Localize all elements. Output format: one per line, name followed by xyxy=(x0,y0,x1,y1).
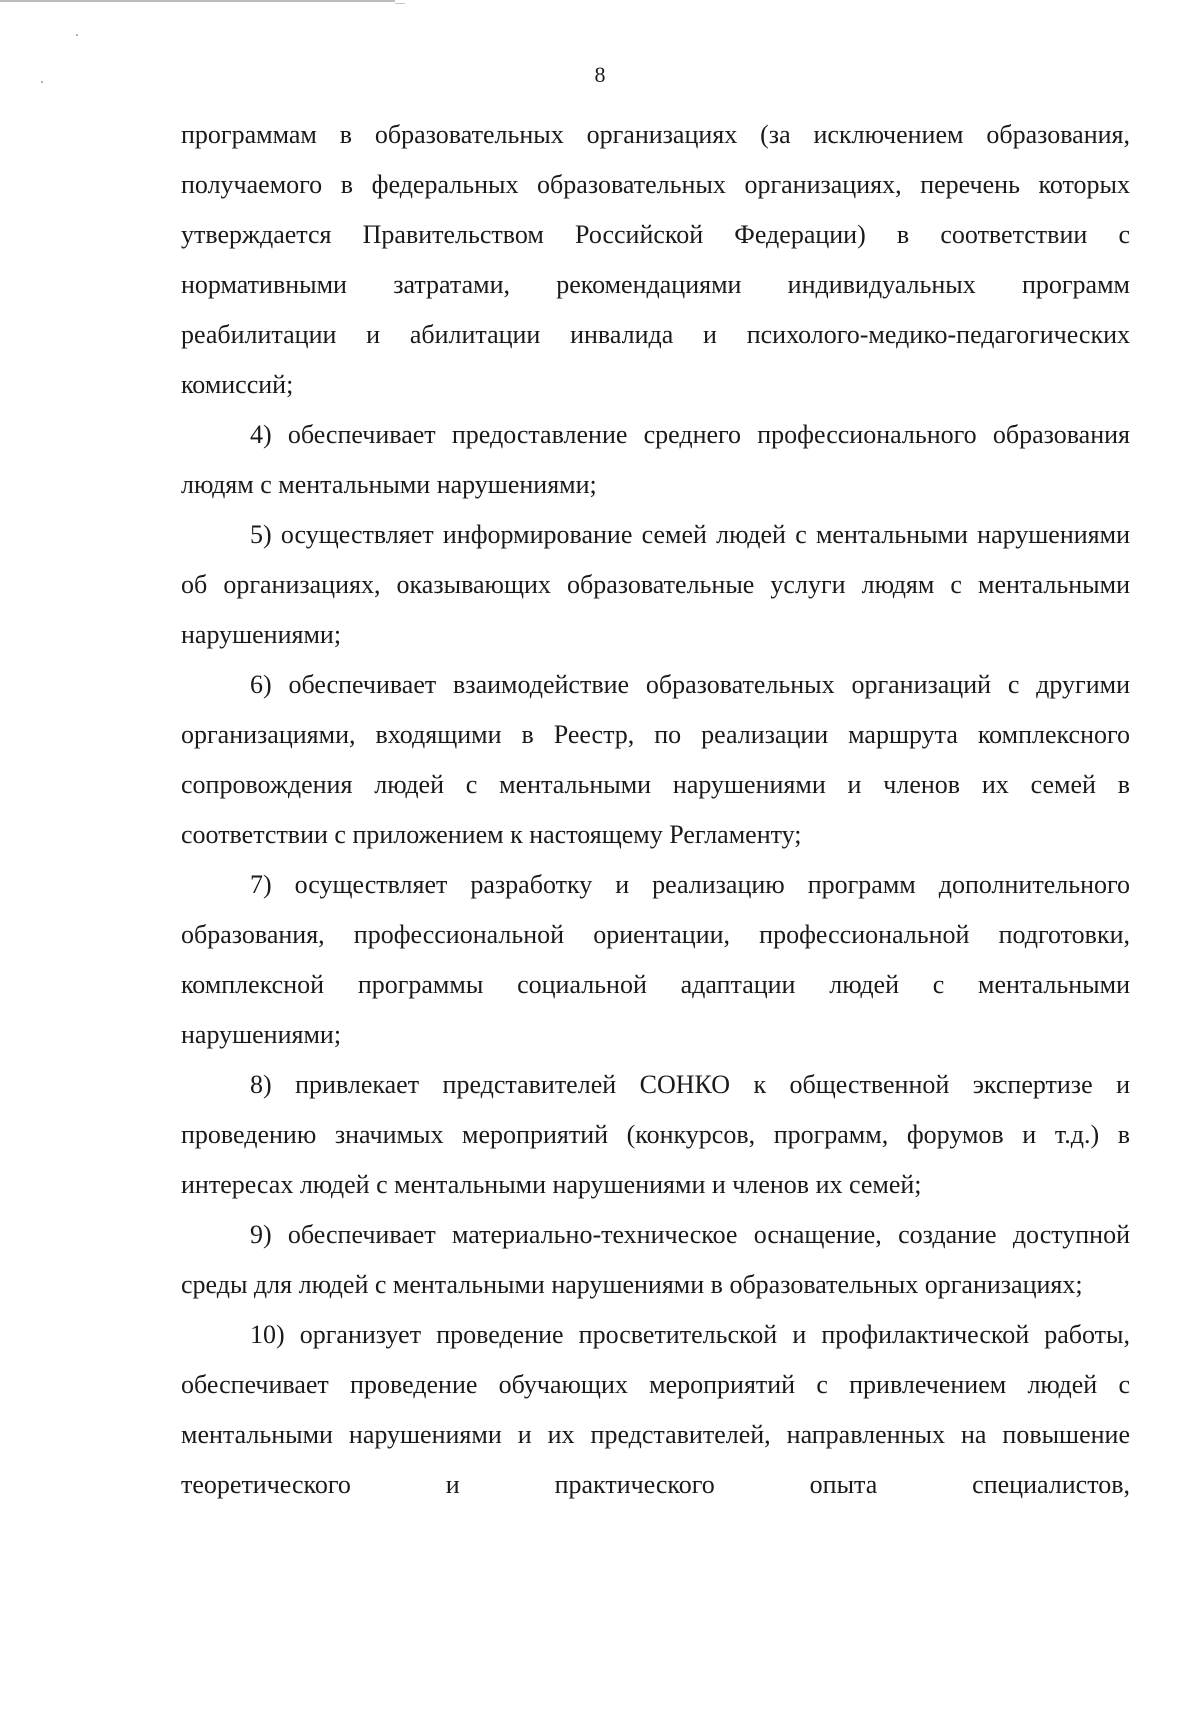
document-body xyxy=(181,110,1130,1510)
scan-edge-line-short xyxy=(395,3,405,4)
list-item-10: 10) организует проведение просветительской и профилактической работы, обеспечивает проведение обучающих мероприятий с привлечением людей с ментальными нарушениями и их представителей, направленных на повышение теоретического и практического опыта специалистов, xyxy=(181,1320,1130,1499)
list-item-4: 4) обеспечивает предоставление среднего профессионального образования людям с ментальными нарушениями; xyxy=(181,420,1130,499)
list-item-8: 8) привлекает представителей СОНКО к общественной экспертизе и проведению значимых мероприятий (конкурсов, программ, форумов и т.д.) в интересах людей с ментальными нарушениями и членов их семей; xyxy=(181,1070,1130,1199)
paragraph-continuation: программам в образовательных организациях (за исключением образования, получаемого в федеральных образовательных организациях, перечень которых утверждается Правительством Российской Федерации) в соответствии с нормативными затратами, рекомендациями индивидуальных программ реабилитации и абилитации инвалида и психолого-медико-педагогических комиссий; xyxy=(181,120,1130,399)
list-item-5: 5) осуществляет информирование семей людей с ментальными нарушениями об организациях, оказывающих образовательные услуги людям с ментальными нарушениями; xyxy=(181,520,1130,649)
list-item-6: 6) обеспечивает взаимодействие образовательных организаций с другими организациями, входящими в Реестр, по реализации маршрута комплексного сопровождения людей с ментальными нарушениями и членов их семей в соответствии с приложением к настоящему Регламенту; xyxy=(181,670,1130,849)
list-item-9: 9) обеспечивает материально-техническое оснащение, создание доступной среды для людей с ментальными нарушениями в образовательных организациях; xyxy=(181,1220,1130,1299)
page-number: 8 xyxy=(594,62,606,87)
list-item-7: 7) осуществляет разработку и реализацию программ дополнительного образования, профессиональной ориентации, профессиональной подготовки, комплексной программы социальной адаптации людей с ментальными нарушениями; xyxy=(181,870,1130,1049)
scan-edge-line xyxy=(0,0,395,2)
scan-speck xyxy=(76,34,78,36)
